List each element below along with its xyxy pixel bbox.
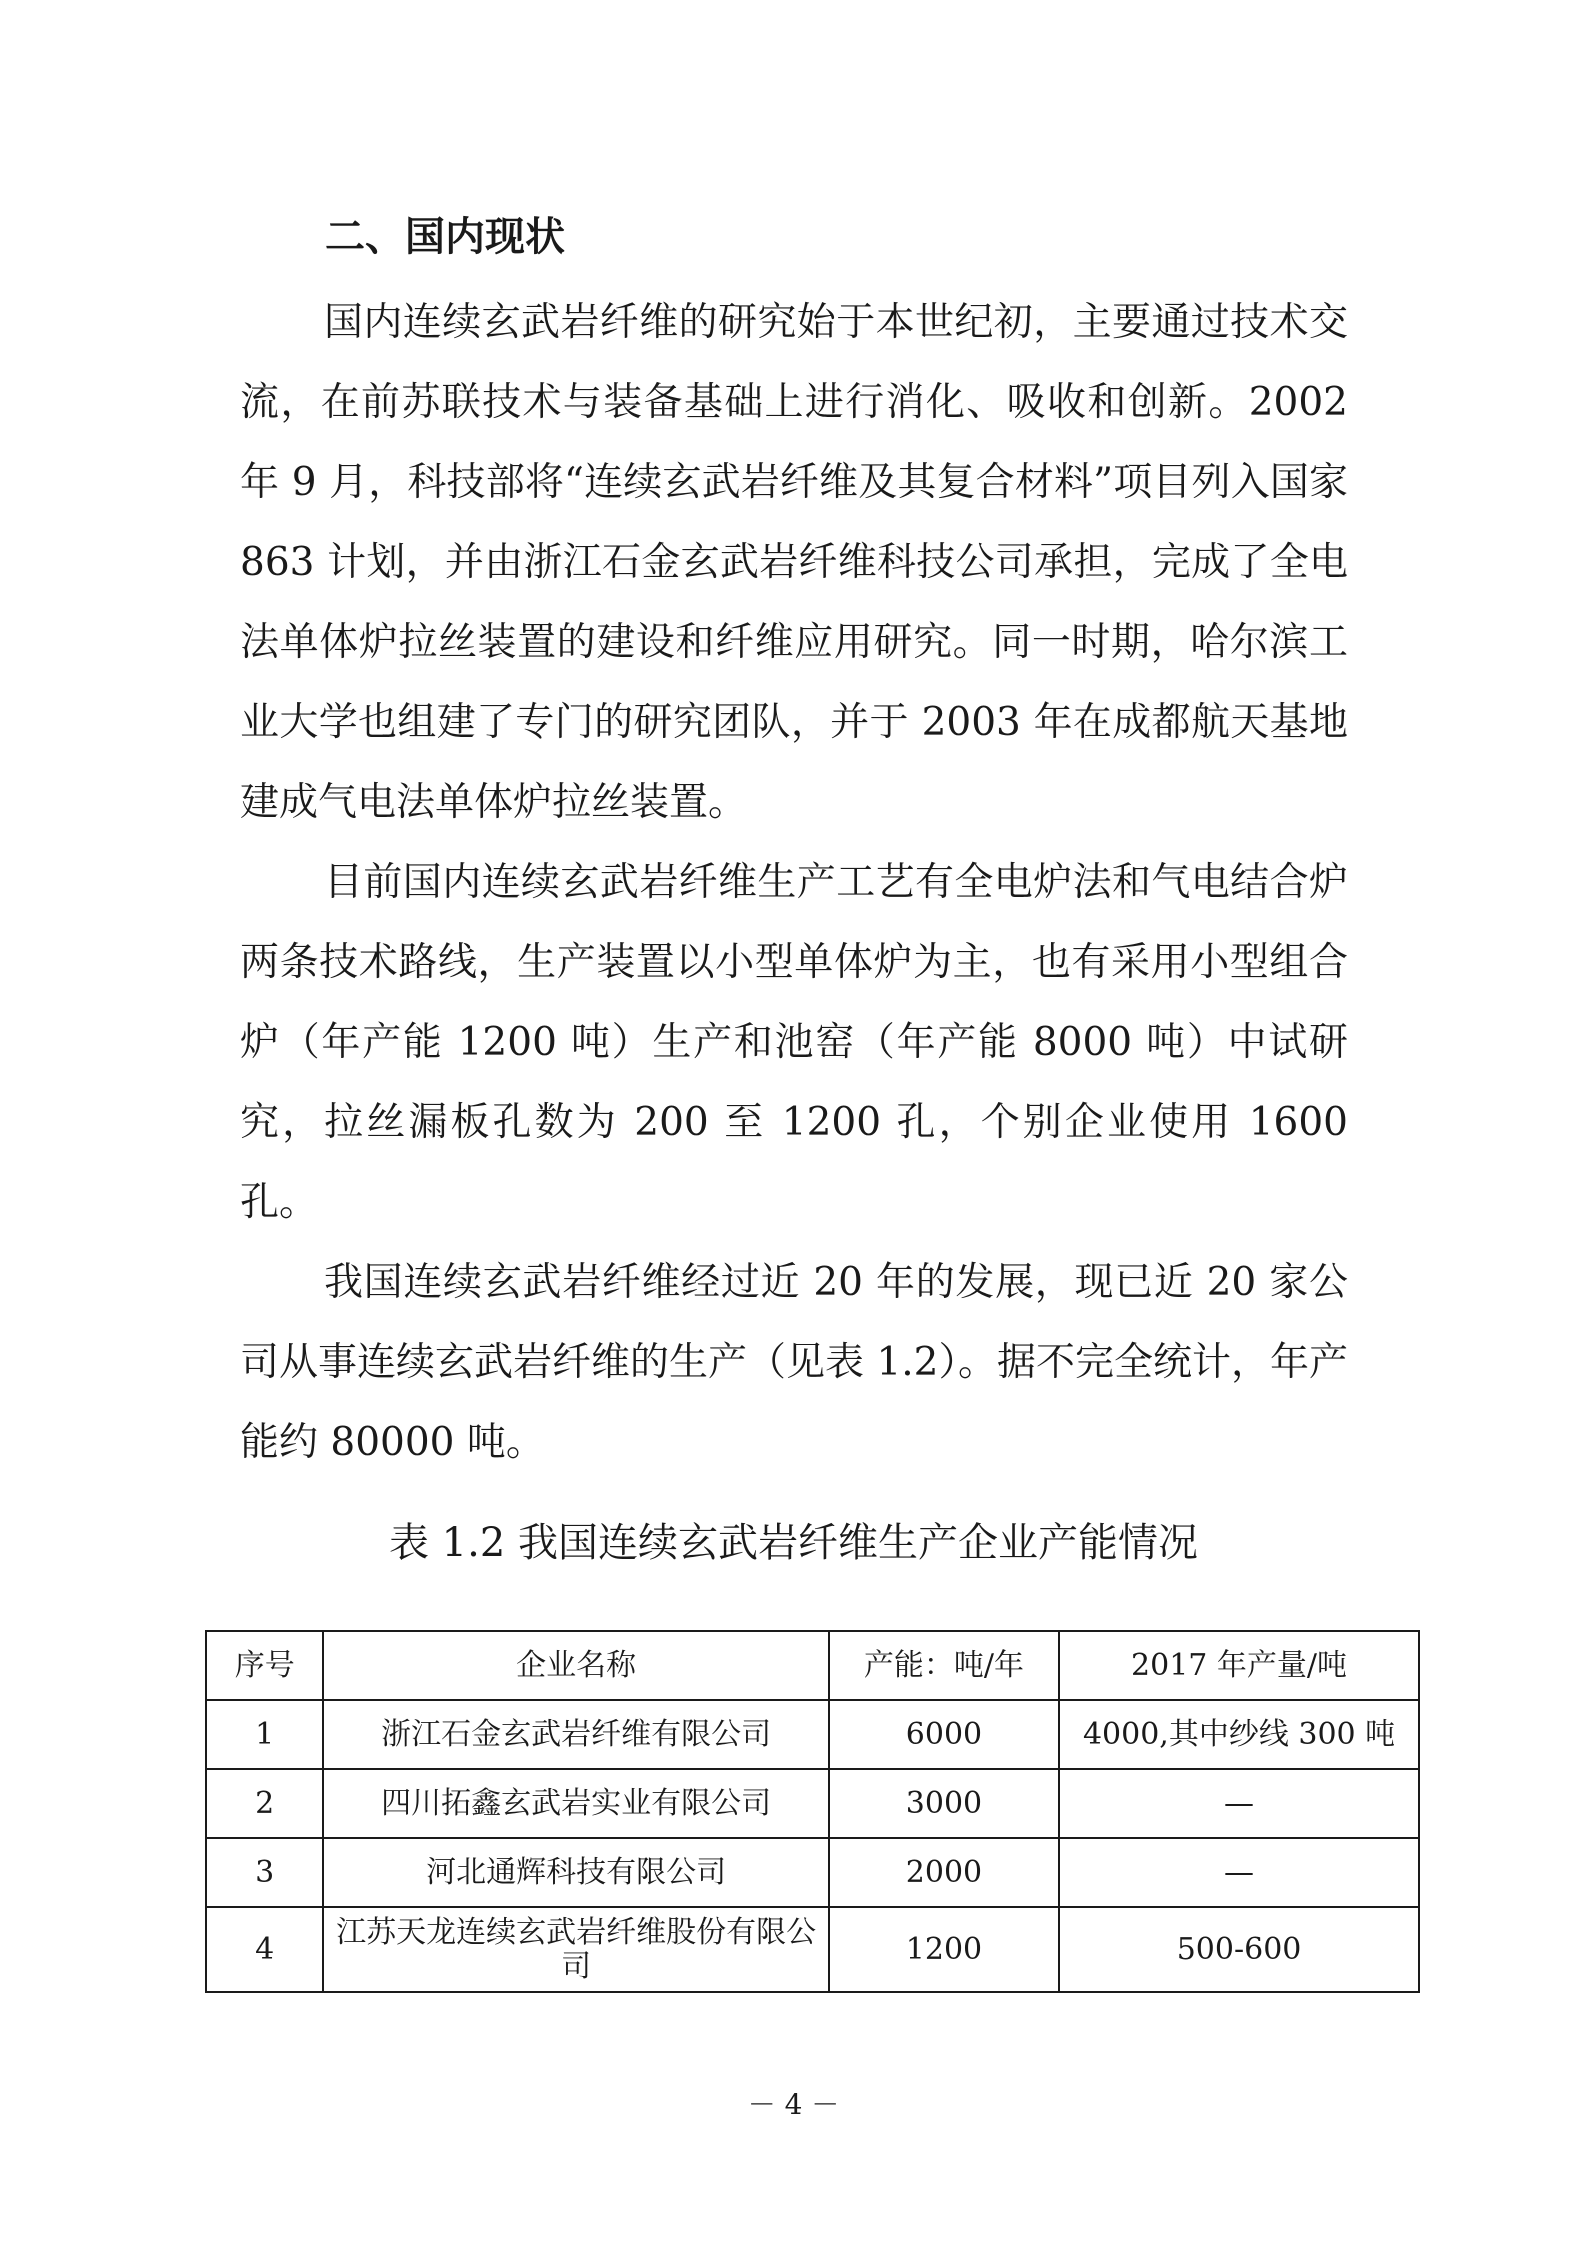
- header-output-2017: 2017 年产量/吨: [1059, 1631, 1419, 1700]
- cell-no: 4: [206, 1907, 323, 1992]
- cell-capacity: 3000: [829, 1769, 1059, 1838]
- cell-output: —: [1059, 1769, 1419, 1838]
- cell-no: 3: [206, 1838, 323, 1907]
- header-company-name: 企业名称: [323, 1631, 828, 1700]
- paragraph-industry: 我国连续玄武岩纤维经过近 20 年的发展，现已近 20 家公司从事连续玄武岩纤维的生产（见表 1.2）。据不完全统计，年产能约 80000 吨。: [240, 1260, 1348, 1465]
- paragraph-process: 目前国内连续玄武岩纤维生产工艺有全电炉法和气电结合炉两条技术路线，生产装置以小型单体炉为主，也有采用小型组合炉（年产能 1200 吨）生产和池窑（年产能 8000 吨）中试研究，拉丝漏板孔数为 200 至 1200 孔，个别企业使用 1600 孔。: [240, 860, 1348, 1225]
- table-row: [206, 1769, 1419, 1838]
- cell-capacity: 2000: [829, 1838, 1059, 1907]
- cell-output: 4000,其中纱线 300 吨: [1059, 1700, 1419, 1769]
- cell-output: —: [1059, 1838, 1419, 1907]
- cell-company-name: 浙江石金玄武岩纤维有限公司: [323, 1700, 828, 1769]
- cell-no: 1: [206, 1700, 323, 1769]
- page-number: － 4 －: [747, 2088, 840, 2121]
- header-no: 序号: [206, 1631, 323, 1700]
- capacity-table: [205, 1630, 1420, 1993]
- cell-capacity: 1200: [829, 1907, 1059, 1992]
- table-row: [206, 1838, 1419, 1907]
- cell-company-name: 四川拓鑫玄武岩实业有限公司: [323, 1769, 828, 1838]
- cell-company-name: 江苏天龙连续玄武岩纤维股份有限公司: [323, 1907, 828, 1992]
- table-row: [206, 1907, 1419, 1992]
- cell-company-name: 河北通辉科技有限公司: [323, 1838, 828, 1907]
- table-row: [206, 1700, 1419, 1769]
- section-heading: 二、国内现状: [325, 214, 565, 260]
- table-caption: 表 1.2 我国连续玄武岩纤维生产企业产能情况: [388, 1520, 1199, 1566]
- paragraph-history: 国内连续玄武岩纤维的研究始于本世纪初，主要通过技术交流，在前苏联技术与装备基础上进行消化、吸收和创新。2002 年 9 月，科技部将“连续玄武岩纤维及其复合材料”项目列入国家 863 计划，并由浙江石金玄武岩纤维科技公司承担，完成了全电法单体炉拉丝装置的建设和纤维应用研究。同一时期，哈尔滨工业大学也组建了专门的研究团队，并于 2003 年在成都航天基地建成气电法单体炉拉丝装置。: [240, 300, 1348, 825]
- cell-no: 2: [206, 1769, 323, 1838]
- table-header-row: [206, 1631, 1419, 1700]
- cell-capacity: 6000: [829, 1700, 1059, 1769]
- cell-output: 500-600: [1059, 1907, 1419, 1992]
- header-capacity: 产能：吨/年: [829, 1631, 1059, 1700]
